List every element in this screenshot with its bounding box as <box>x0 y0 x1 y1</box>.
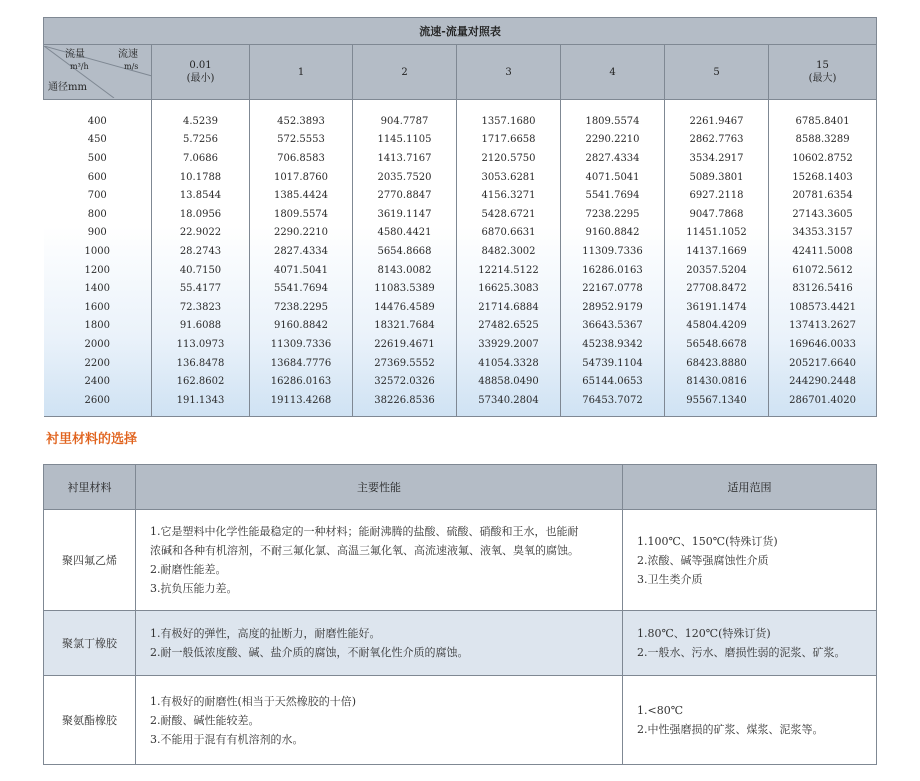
flow-value-cell: 6785.8401 <box>769 100 877 131</box>
header-main-performance: 主要性能 <box>136 465 623 510</box>
flow-value-cell: 2827.4334 <box>250 242 353 261</box>
flow-value-cell: 162.8602 <box>152 372 250 391</box>
flow-value-cell: 108573.4421 <box>769 298 877 317</box>
flow-value-cell: 5654.8668 <box>353 242 457 261</box>
diameter-cell: 1400 <box>44 279 152 298</box>
table-row <box>44 676 877 765</box>
diameter-cell: 2600 <box>44 391 152 416</box>
table-row <box>44 354 877 373</box>
flow-value-cell: 4071.5041 <box>250 261 353 280</box>
scope-line: 2.浓酸、碱等强腐蚀性介质 <box>637 553 769 567</box>
flow-value-cell: 1413.7167 <box>353 149 457 168</box>
performance-line: 2.耐一般低浓度酸、碱、盐介质的腐蚀，不耐氧化性介质的腐蚀。 <box>150 646 469 659</box>
flow-value-cell: 33929.2007 <box>457 335 561 354</box>
flow-value-cell: 57340.2804 <box>457 391 561 416</box>
performance-line: 3.不能用于混有有机溶剂的水。 <box>150 732 304 746</box>
table-row <box>44 100 877 131</box>
flow-value-cell: 1357.1680 <box>457 100 561 131</box>
flow-value-cell: 4.5239 <box>152 100 250 131</box>
flow-value-cell: 36643.5367 <box>561 317 665 336</box>
flow-value-cell: 7238.2295 <box>561 205 665 224</box>
table-row <box>44 186 877 205</box>
velocity-unit: m/s <box>124 62 139 71</box>
flow-value-cell: 55.4177 <box>152 279 250 298</box>
flow-value-cell: 8143.0082 <box>353 261 457 280</box>
flow-value-cell: 4071.5041 <box>561 168 665 187</box>
velocity-column-header <box>457 45 561 100</box>
table-row <box>44 261 877 280</box>
flow-value-cell: 14476.4589 <box>353 298 457 317</box>
flow-value-cell: 244290.2448 <box>769 372 877 391</box>
performance-line: 1.它是塑料中化学性能最稳定的一种材料；能耐沸腾的盐酸、硫酸、硝酸和王水，也能耐 <box>150 525 579 538</box>
flow-value-cell: 191.1343 <box>152 391 250 416</box>
flow-value-cell: 28.2743 <box>152 242 250 261</box>
flow-value-cell: 3534.2917 <box>665 149 769 168</box>
flow-value-cell: 13.8544 <box>152 186 250 205</box>
flow-value-cell: 2290.2210 <box>250 224 353 243</box>
velocity-value: 4 <box>609 66 616 78</box>
flow-value-cell: 11309.7336 <box>561 242 665 261</box>
flow-value-cell: 7238.2295 <box>250 298 353 317</box>
diameter-cell: 1200 <box>44 261 152 280</box>
performance-line: 3.抗负压能力差。 <box>150 582 238 595</box>
flow-value-cell: 4156.3271 <box>457 186 561 205</box>
performance-line: 浓碱和各种有机溶剂，不耐三氟化氯、高温三氟化氧、高流速液氟、液氧、臭氧的腐蚀。 <box>150 544 579 557</box>
table-row <box>44 242 877 261</box>
table-row <box>44 391 877 416</box>
flow-value-cell: 10.1788 <box>152 168 250 187</box>
flow-value-cell: 20357.5204 <box>665 261 769 280</box>
flow-value-cell: 1385.4424 <box>250 186 353 205</box>
flow-value-cell: 19113.4268 <box>250 391 353 416</box>
flow-value-cell: 16625.3083 <box>457 279 561 298</box>
flow-value-cell: 11083.5389 <box>353 279 457 298</box>
flow-value-cell: 4580.4421 <box>353 224 457 243</box>
flow-value-cell: 1145.1105 <box>353 131 457 150</box>
flow-value-cell: 32572.0326 <box>353 372 457 391</box>
diameter-label: 通径mm <box>48 82 87 93</box>
flow-value-cell: 2261.9467 <box>665 100 769 131</box>
flow-value-cell: 61072.5612 <box>769 261 877 280</box>
scope-line: 2.中性强磨损的矿浆、煤浆、泥浆等。 <box>637 723 824 736</box>
flow-value-cell: 2290.2210 <box>561 131 665 150</box>
scope-cell <box>623 611 877 676</box>
flow-value-cell: 95567.1340 <box>665 391 769 416</box>
flow-value-cell: 72.3823 <box>152 298 250 317</box>
diameter-cell: 2000 <box>44 335 152 354</box>
diameter-cell: 500 <box>44 149 152 168</box>
flow-value-cell: 2827.4334 <box>561 149 665 168</box>
lining-section-heading: 衬里材料的选择 <box>46 432 138 447</box>
flow-value-cell: 1717.6658 <box>457 131 561 150</box>
flow-value-cell: 1809.5574 <box>561 100 665 131</box>
flow-value-cell: 137413.2627 <box>769 317 877 336</box>
velocity-column-header <box>769 45 877 100</box>
flow-value-cell: 8588.3289 <box>769 131 877 150</box>
velocity-value: 5 <box>713 66 720 78</box>
flow-value-cell: 572.5553 <box>250 131 353 150</box>
diameter-cell: 600 <box>44 168 152 187</box>
flow-value-cell: 3053.6281 <box>457 168 561 187</box>
flow-value-cell: 7.0686 <box>152 149 250 168</box>
diameter-cell: 1000 <box>44 242 152 261</box>
flow-value-cell: 81430.0816 <box>665 372 769 391</box>
performance-line: 1.有极好的弹性，高度的扯断力，耐磨性能好。 <box>150 627 381 640</box>
material-cell: 聚氯丁橡胶 <box>44 611 136 676</box>
table-row <box>44 168 877 187</box>
flow-value-cell: 5541.7694 <box>561 186 665 205</box>
velocity-note: (最大) <box>808 73 837 84</box>
velocity-column-header <box>152 45 250 100</box>
flow-value-cell: 27708.8472 <box>665 279 769 298</box>
table-row <box>44 317 877 336</box>
performance-cell <box>136 676 623 765</box>
flow-value-cell: 2120.5750 <box>457 149 561 168</box>
flow-unit: m³/h <box>70 62 89 71</box>
flow-value-cell: 45238.9342 <box>561 335 665 354</box>
scope-cell <box>623 676 877 765</box>
flow-value-cell: 904.7787 <box>353 100 457 131</box>
velocity-column-header <box>561 45 665 100</box>
flow-value-cell: 14137.1669 <box>665 242 769 261</box>
flow-value-cell: 41054.3328 <box>457 354 561 373</box>
flow-value-cell: 18321.7684 <box>353 317 457 336</box>
flow-value-cell: 40.7150 <box>152 261 250 280</box>
flow-value-cell: 38226.8536 <box>353 391 457 416</box>
velocity-value: 1 <box>297 66 305 78</box>
table-row <box>44 205 877 224</box>
flow-value-cell: 27369.5552 <box>353 354 457 373</box>
flow-value-cell: 27482.6525 <box>457 317 561 336</box>
flow-value-cell: 18.0956 <box>152 205 250 224</box>
velocity-note: (最小) <box>186 73 215 84</box>
flow-value-cell: 83126.5416 <box>769 279 877 298</box>
flow-value-cell: 65144.0653 <box>561 372 665 391</box>
scope-line: 3.卫生类介质 <box>637 572 703 586</box>
flow-value-cell: 8482.3002 <box>457 242 561 261</box>
flow-value-cell: 1017.8760 <box>250 168 353 187</box>
header-lining-material: 衬里材料 <box>44 465 136 510</box>
velocity-column-header <box>250 45 353 100</box>
flow-value-cell: 5541.7694 <box>250 279 353 298</box>
flow-value-cell: 45804.4209 <box>665 317 769 336</box>
corner-header-cell <box>44 45 152 100</box>
flow-value-cell: 11309.7336 <box>250 335 353 354</box>
flow-value-cell: 6927.2118 <box>665 186 769 205</box>
flow-value-cell: 54739.1104 <box>561 354 665 373</box>
table-row <box>44 224 877 243</box>
scope-line: 1.<80℃ <box>637 704 684 717</box>
diameter-cell: 2200 <box>44 354 152 373</box>
flow-value-cell: 6870.6631 <box>457 224 561 243</box>
flow-value-cell: 68423.8880 <box>665 354 769 373</box>
flow-value-cell: 21714.6884 <box>457 298 561 317</box>
scope-cell <box>623 510 877 611</box>
velocity-value: 3 <box>505 66 512 78</box>
flow-value-cell: 5.7256 <box>152 131 250 150</box>
table-row <box>44 510 877 611</box>
flow-value-cell: 22.9022 <box>152 224 250 243</box>
table-row <box>44 611 877 676</box>
flow-value-cell: 1809.5574 <box>250 205 353 224</box>
table-row <box>44 335 877 354</box>
flow-value-cell: 36191.1474 <box>665 298 769 317</box>
flow-value-cell: 205217.6640 <box>769 354 877 373</box>
flow-value-cell: 2035.7520 <box>353 168 457 187</box>
table-row <box>44 372 877 391</box>
scope-line: 1.100℃、150℃(特殊订货) <box>637 534 778 548</box>
flow-value-cell: 113.0973 <box>152 335 250 354</box>
flow-value-cell: 12214.5122 <box>457 261 561 280</box>
flow-value-cell: 9047.7868 <box>665 205 769 224</box>
table-row <box>44 149 877 168</box>
flow-value-cell: 11451.1052 <box>665 224 769 243</box>
diameter-cell: 1600 <box>44 298 152 317</box>
flow-value-cell: 20781.6354 <box>769 186 877 205</box>
performance-line: 2.耐磨性能差。 <box>150 563 227 576</box>
flow-value-cell: 56548.6678 <box>665 335 769 354</box>
flow-value-cell: 169646.0033 <box>769 335 877 354</box>
velocity-value: 2 <box>401 66 408 78</box>
flow-value-cell: 34353.3157 <box>769 224 877 243</box>
flow-value-cell: 2862.7763 <box>665 131 769 150</box>
flow-value-cell: 76453.7072 <box>561 391 665 416</box>
flow-value-cell: 15268.1403 <box>769 168 877 187</box>
performance-line: 1.有极好的耐磨性(相当于天然橡胶的十倍) <box>150 694 357 708</box>
table-row <box>44 131 877 150</box>
performance-line: 2.耐酸、碱性能较差。 <box>150 713 260 727</box>
diameter-cell: 2400 <box>44 372 152 391</box>
performance-cell <box>136 611 623 676</box>
velocity-label: 流速 <box>118 49 138 60</box>
flow-value-cell: 9160.8842 <box>250 317 353 336</box>
lining-materials-table <box>43 464 877 765</box>
flow-table-title: 流速-流量对照表 <box>44 18 877 45</box>
flow-value-cell: 9160.8842 <box>561 224 665 243</box>
flow-value-cell: 286701.4020 <box>769 391 877 416</box>
flow-value-cell: 22167.0778 <box>561 279 665 298</box>
flow-value-cell: 5089.3801 <box>665 168 769 187</box>
diameter-cell: 700 <box>44 186 152 205</box>
flow-value-cell: 16286.0163 <box>561 261 665 280</box>
flow-value-cell: 2770.8847 <box>353 186 457 205</box>
performance-cell <box>136 510 623 611</box>
diameter-cell: 800 <box>44 205 152 224</box>
flow-value-cell: 48858.0490 <box>457 372 561 391</box>
flow-value-cell: 5428.6721 <box>457 205 561 224</box>
flow-value-cell: 13684.7776 <box>250 354 353 373</box>
flow-value-cell: 28952.9179 <box>561 298 665 317</box>
diameter-cell: 1800 <box>44 317 152 336</box>
flow-value-cell: 3619.1147 <box>353 205 457 224</box>
flow-value-cell: 91.6088 <box>152 317 250 336</box>
flow-value-cell: 27143.3605 <box>769 205 877 224</box>
flow-value-cell: 22619.4671 <box>353 335 457 354</box>
diameter-cell: 900 <box>44 224 152 243</box>
flow-value-cell: 136.8478 <box>152 354 250 373</box>
scope-line: 2.一般水、污水、磨损性弱的泥浆、矿浆。 <box>637 646 846 659</box>
flow-value-cell: 42411.5008 <box>769 242 877 261</box>
diameter-cell: 400 <box>44 100 152 131</box>
flow-value-cell: 16286.0163 <box>250 372 353 391</box>
scope-line: 1.80℃、120℃(特殊订货) <box>637 627 771 640</box>
velocity-column-header <box>665 45 769 100</box>
flow-label: 流量 <box>65 49 85 60</box>
velocity-value: 0.01 <box>189 60 212 71</box>
velocity-value: 15 <box>816 60 829 71</box>
header-application-range: 适用范围 <box>623 465 877 510</box>
flow-velocity-table <box>43 17 877 417</box>
diameter-cell: 450 <box>44 131 152 150</box>
velocity-column-header <box>353 45 457 100</box>
flow-value-cell: 452.3893 <box>250 100 353 131</box>
table-row <box>44 298 877 317</box>
material-cell: 聚四氟乙烯 <box>44 510 136 611</box>
material-cell: 聚氨酯橡胶 <box>44 676 136 765</box>
table-row <box>44 279 877 298</box>
flow-value-cell: 706.8583 <box>250 149 353 168</box>
flow-value-cell: 10602.8752 <box>769 149 877 168</box>
